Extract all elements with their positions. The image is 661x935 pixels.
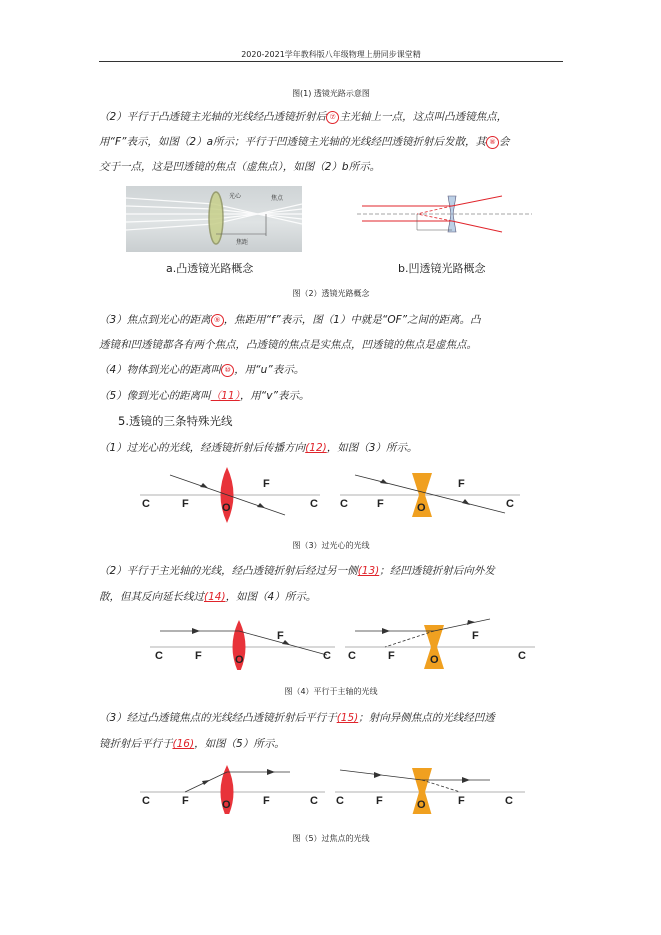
figure-3-caption: 图（3）过光心的光线 — [292, 541, 370, 550]
svg-text:F: F — [458, 795, 465, 807]
paragraph-3-line-1: （3）焦点到光心的距离 ⑨ ，焦距用“f”表示，图（1）中就是“OF”之间的距离。凸 — [99, 314, 481, 326]
convex-lens-photo — [126, 186, 302, 252]
section-5-heading: 5.透镜的三条特殊光线 — [118, 414, 233, 428]
svg-text:C: C — [155, 650, 163, 662]
blank-15: (15) — [336, 712, 359, 724]
paragraph-2-line-1: （2）平行于凸透镜主光轴的光线经凸透镜折射后 ⑦ 主光轴上一点，这点叫凸透镜焦点， — [99, 111, 508, 123]
blank-9: ⑨ — [211, 314, 224, 327]
svg-text:C: C — [340, 498, 348, 510]
blank-11: （11） — [210, 390, 240, 402]
svg-text:F: F — [458, 478, 465, 490]
paragraph-2-line-2: 用“F”表示，如图（2）a所示；平行于凹透镜主光轴的光线经凹透镜折射后发散，其 ⑧ 会 — [99, 136, 510, 148]
photo-label-center: 光心 — [229, 194, 242, 200]
svg-text:F: F — [377, 498, 384, 510]
svg-text:F: F — [277, 630, 284, 642]
figure-2-caption: 图（2）透镜光路概念 — [292, 289, 370, 298]
photo-label-focal-length: 焦距 — [236, 240, 249, 246]
svg-text:O: O — [430, 654, 439, 666]
svg-text:C: C — [336, 795, 344, 807]
figure-1-caption: 图(1) 透镜光路示意图 — [292, 89, 370, 98]
rule-3-line-1: （3）经过凸透镜焦点的光线经凸透镜折射后平行于(15)；射向异侧焦点的光线经凹透 — [99, 712, 495, 724]
svg-text:F: F — [263, 478, 270, 490]
fig3-concave — [340, 473, 520, 517]
svg-text:C: C — [323, 650, 331, 662]
svg-text:O: O — [417, 502, 426, 514]
svg-text:F: F — [195, 650, 202, 662]
rule-3-line-2: 镜折射后平行于(16)，如图（5）所示。 — [99, 738, 285, 750]
rule-2-line-2: 散，但其反向延长线过(14)，如图（4）所示。 — [99, 591, 317, 603]
fig4-convex — [150, 620, 335, 670]
figure-4-diagram — [145, 615, 540, 670]
paragraph-5: （5）像到光心的距离叫（11），用“v”表示。 — [99, 390, 310, 402]
svg-text:F: F — [263, 795, 270, 807]
svg-text:O: O — [222, 502, 231, 514]
paragraph-4: （4）物体到光心的距离叫 ⑩ ，用“u”表示。 — [99, 364, 305, 376]
figure-4-caption: 图（4）平行于主轴的光线 — [284, 687, 378, 696]
fig5-concave — [335, 768, 525, 814]
photo-label-focus: 焦点 — [271, 196, 284, 202]
fig4-concave — [345, 619, 535, 669]
figure-5-caption: 图（5）过焦点的光线 — [292, 834, 370, 843]
blank-16: (16) — [172, 738, 195, 750]
svg-text:C: C — [505, 795, 513, 807]
rule-1-text: （1）过光心的光线，经透镜折射后传播方向(12)，如图（3）所示。 — [99, 442, 418, 454]
concave-lens-diagram — [352, 190, 534, 238]
blank-14: (14) — [204, 591, 226, 603]
svg-text:F: F — [388, 650, 395, 662]
header-rule — [99, 61, 563, 62]
fig3-convex — [140, 467, 320, 523]
blank-12: (12) — [305, 442, 327, 454]
subcaption-b: b.凹透镜光路概念 — [398, 262, 486, 275]
svg-text:C: C — [348, 650, 356, 662]
svg-text:C: C — [142, 795, 150, 807]
svg-text:C: C — [310, 795, 318, 807]
rule-2-line-1: （2）平行于主光轴的光线，经凸透镜折射后经过另一侧(13)；经凹透镜折射后向外发 — [99, 565, 495, 577]
figure-5-diagram — [130, 762, 530, 814]
page-header: 2020-2021学年教科版八年级物理上册同步课堂精 — [241, 50, 421, 59]
svg-text:F: F — [472, 630, 479, 642]
svg-text:C: C — [506, 498, 514, 510]
subcaption-a: a.凸透镜光路概念 — [166, 262, 254, 275]
fig5-convex — [140, 765, 325, 814]
blank-8: ⑧ — [486, 136, 499, 149]
svg-text:O: O — [222, 799, 231, 811]
svg-text:F: F — [182, 795, 189, 807]
svg-text:C: C — [310, 498, 318, 510]
svg-text:O: O — [235, 654, 244, 666]
paragraph-3-line-2: 透镜和凹透镜都各有两个焦点，凸透镜的焦点是实焦点，凹透镜的焦点是虚焦点。 — [99, 339, 477, 351]
svg-text:C: C — [518, 650, 526, 662]
blank-10: ⑩ — [221, 364, 234, 377]
svg-text:F: F — [376, 795, 383, 807]
svg-text:C: C — [142, 498, 150, 510]
svg-text:O: O — [417, 799, 426, 811]
figure-3-diagram — [130, 465, 530, 525]
blank-7: ⑦ — [326, 111, 339, 124]
svg-text:F: F — [182, 498, 189, 510]
blank-13: (13) — [357, 565, 380, 577]
paragraph-2-line-3: 交于一点，这是凹透镜的焦点（虚焦点），如图（2）b所示。 — [99, 161, 381, 173]
